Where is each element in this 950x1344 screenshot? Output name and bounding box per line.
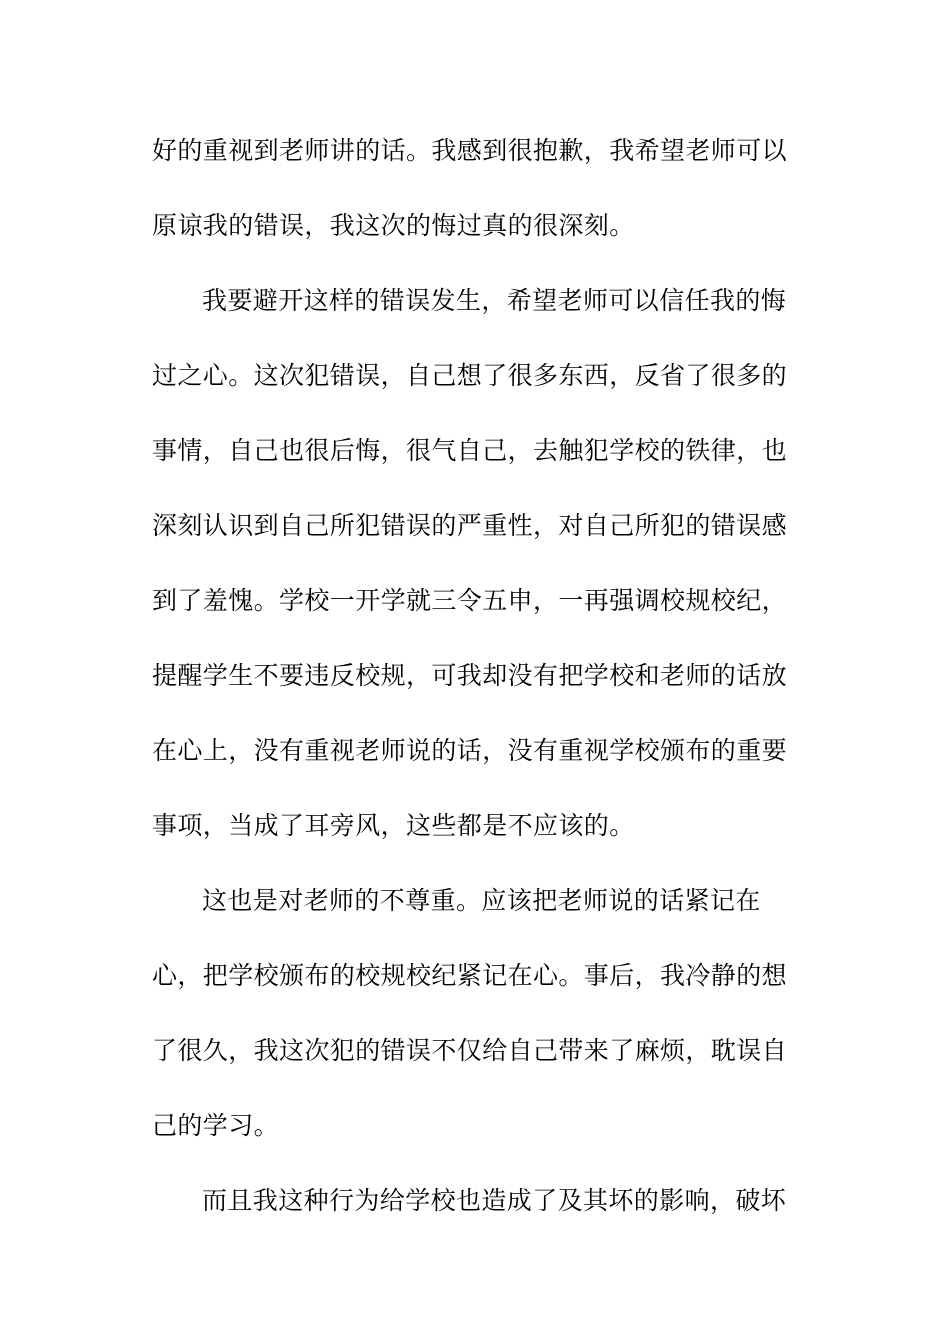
- text-line: 过之心。这次犯错误，自己想了很多东西，反省了很多的: [152, 361, 788, 390]
- paragraph-start-line: 而且我这种行为给学校也造成了及其坏的影响，破坏: [202, 1186, 787, 1215]
- paragraph-start-line: 这也是对老师的不尊重。应该把老师说的话紧记在: [202, 886, 761, 915]
- text-line: 事情，自己也很后悔，很气自己，去触犯学校的铁律，也: [152, 436, 788, 465]
- text-line: 了很久，我这次犯的错误不仅给自己带来了麻烦，耽误自: [152, 1036, 788, 1065]
- text-line: 己的学习。: [152, 1111, 280, 1140]
- text-line: 事项，当成了耳旁风，这些都是不应该的。: [152, 811, 635, 840]
- text-line: 提醒学生不要违反校规，可我却没有把学校和老师的话放: [152, 661, 788, 690]
- text-line: 原谅我的错误，我这次的悔过真的很深刻。: [152, 211, 635, 240]
- text-line: 心，把学校颁布的校规校纪紧记在心。事后，我冷静的想: [152, 961, 788, 990]
- text-line: 好的重视到老师讲的话。我感到很抱歉，我希望老师可以: [152, 136, 788, 165]
- text-line: 在心上，没有重视老师说的话，没有重视学校颁布的重要: [152, 736, 788, 765]
- text-line: 到了羞愧。学校一开学就三令五申，一再强调校规校纪，: [152, 586, 788, 615]
- text-line: 深刻认识到自己所犯错误的严重性，对自己所犯的错误感: [152, 511, 788, 540]
- paragraph-start-line: 我要避开这样的错误发生，希望老师可以信任我的悔: [202, 286, 787, 315]
